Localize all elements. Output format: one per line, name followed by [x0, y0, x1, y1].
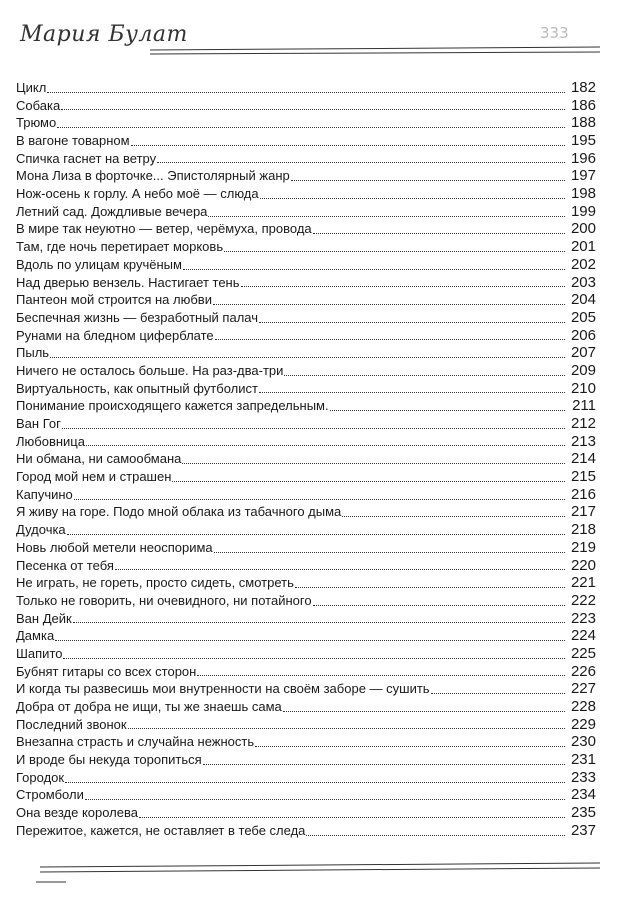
- toc-entry-title: Рунами на бледном циферблате: [16, 327, 214, 343]
- toc-entry: [16, 539, 596, 557]
- toc-entry-page: 209: [570, 361, 596, 379]
- toc-entry-title: Трюмо: [16, 115, 57, 131]
- toc-entry: [16, 698, 596, 716]
- page-header: [0, 0, 624, 80]
- toc-entry: [16, 97, 596, 115]
- toc-entry-page: 229: [570, 715, 596, 733]
- toc-dot-leader: [313, 605, 565, 606]
- toc-entry: [16, 716, 596, 734]
- toc-entry-page: 234: [570, 786, 596, 804]
- toc-dot-leader: [260, 198, 565, 199]
- toc-entry: [16, 486, 596, 504]
- toc-entry-page: 215: [570, 468, 596, 486]
- toc-entry-page: 186: [570, 96, 596, 114]
- toc-entry-title: Любовница: [16, 433, 85, 449]
- toc-entry-title: Шапито: [16, 645, 63, 661]
- toc-dot-leader: [62, 428, 565, 429]
- toc-dot-leader: [330, 410, 565, 411]
- toc-entry-page: 207: [570, 344, 596, 362]
- toc-dot-leader: [215, 339, 565, 340]
- toc-entry-title: Капучино: [16, 486, 73, 502]
- toc-entry-page: 227: [570, 680, 596, 698]
- toc-entry-title: Над дверью вензель. Настигает тень: [16, 274, 240, 290]
- toc-entry-page: 224: [570, 627, 596, 645]
- toc-entry-page: 221: [570, 574, 596, 592]
- toc-entry-page: 206: [570, 326, 596, 344]
- toc-dot-leader: [61, 109, 565, 110]
- toc-entry-page: 211: [572, 397, 596, 415]
- toc-entry-title: Не играть, не гореть, просто сидеть, смотреть: [16, 575, 294, 591]
- toc-entry-title: Только не говорить, ни очевидного, ни потайного: [16, 592, 312, 608]
- toc-entry-title: Последний звонок: [16, 716, 127, 732]
- toc-dot-leader: [50, 357, 565, 358]
- toc-entry-title: Внезапна страсть и случайна нежность: [16, 734, 255, 750]
- toc-entry: [16, 274, 596, 292]
- toc-entry-page: 195: [570, 132, 596, 150]
- toc-entry-page: 197: [570, 167, 596, 185]
- toc-dot-leader: [65, 782, 565, 783]
- toc-entry-page: 217: [570, 503, 596, 521]
- toc-entry-page: 237: [570, 821, 596, 839]
- toc-entry-title: Там, где ночь перетирает морковь: [16, 239, 224, 255]
- toc-dot-leader: [255, 746, 565, 747]
- toc-entry-page: 203: [570, 273, 596, 291]
- toc-dot-leader: [128, 728, 565, 729]
- toc-entry-title: Нож-осень к горлу. А небо моё — слюда: [16, 186, 259, 202]
- toc-entry: [16, 557, 596, 575]
- toc-entry-title: Пыль: [16, 345, 50, 361]
- toc-entry: [16, 238, 596, 256]
- toc-entry-title: Мона Лиза в форточке... Эпистолярный жанр: [16, 168, 290, 184]
- toc-entry-title: И вроде бы некуда торопиться: [16, 752, 202, 768]
- toc-entry-page: 233: [570, 768, 596, 786]
- toc-entry: [16, 787, 596, 805]
- toc-entry-title: Летний сад. Дождливые вечера: [16, 203, 208, 219]
- toc-entry-page: 199: [570, 202, 596, 220]
- toc-dot-leader: [203, 764, 565, 765]
- toc-entry: [16, 344, 596, 362]
- toc-dot-leader: [283, 711, 565, 712]
- toc-dot-leader: [313, 233, 565, 234]
- toc-dot-leader: [306, 835, 565, 836]
- toc-entry-title: Беспечная жизнь — безработный палач: [16, 309, 259, 325]
- toc-dot-leader: [241, 286, 566, 287]
- toc-entry-page: 216: [570, 485, 596, 503]
- toc-entry: [16, 256, 596, 274]
- toc-entry-title: Городок: [16, 769, 65, 785]
- toc-entry: [16, 291, 596, 309]
- toc-entry-page: 205: [570, 308, 596, 326]
- toc-entry: [16, 645, 596, 663]
- toc-entry-title: Новь любой метели неоспорима: [16, 539, 213, 555]
- toc-entry-page: 188: [570, 114, 596, 132]
- toc-dot-leader: [214, 552, 565, 553]
- toc-entry-title: Ван Дейк: [16, 610, 72, 626]
- toc-entry-title: Собака: [16, 97, 61, 113]
- toc-entry-page: 225: [570, 644, 596, 662]
- toc-dot-leader: [431, 693, 565, 694]
- toc-entry-title: Бубнят гитары со всех сторон: [16, 663, 197, 679]
- toc-entry-page: 230: [570, 733, 596, 751]
- toc-entry-page: 220: [570, 556, 596, 574]
- toc-dot-leader: [63, 658, 565, 659]
- toc-entry: [16, 415, 596, 433]
- toc-dot-leader: [47, 92, 565, 93]
- toc-entry: [16, 132, 596, 150]
- toc-dot-leader: [73, 622, 565, 623]
- toc-entry-title: Виртуальность, как опытный футболист: [16, 380, 258, 396]
- toc-entry: [16, 79, 596, 97]
- table-of-contents: [16, 79, 596, 840]
- toc-entry: [16, 221, 596, 239]
- toc-entry: [16, 397, 596, 415]
- toc-entry-title: Ни обмана, ни самообмана: [16, 451, 182, 467]
- toc-entry-page: 218: [570, 521, 596, 539]
- toc-entry-page: 235: [570, 804, 596, 822]
- toc-entry: [16, 592, 596, 610]
- toc-dot-leader: [67, 534, 565, 535]
- toc-dot-leader: [55, 640, 565, 641]
- toc-entry-title: Цикл: [16, 79, 47, 95]
- toc-entry: [16, 521, 596, 539]
- toc-dot-leader: [208, 216, 565, 217]
- toc-entry: [16, 663, 596, 681]
- header-rule: [0, 38, 600, 58]
- toc-entry-page: 212: [570, 415, 596, 433]
- toc-entry-title: Добра от добра не ищи, ты же знаешь сама: [16, 699, 282, 715]
- author-name: Мария Булат: [20, 22, 188, 47]
- toc-entry: [16, 362, 596, 380]
- toc-entry-title: Ван Гог: [16, 416, 61, 432]
- page-number: 333: [540, 24, 569, 42]
- toc-entry: [16, 804, 596, 822]
- toc-entry-title: Песенка от тебя: [16, 557, 114, 573]
- toc-entry-title: Я живу на горе. Подо мной облака из табачного дыма: [16, 504, 342, 520]
- toc-entry-page: 231: [570, 751, 596, 769]
- toc-entry-title: Пережитое, кажется, не оставляет в тебе следа: [16, 822, 306, 838]
- toc-entry-title: Пантеон мой строится на любви: [16, 292, 212, 308]
- toc-entry: [16, 433, 596, 451]
- toc-entry-page: 214: [570, 450, 596, 468]
- toc-dot-leader: [157, 162, 565, 163]
- toc-entry-page: 202: [570, 255, 596, 273]
- toc-entry-title: В вагоне товарном: [16, 133, 130, 149]
- toc-entry: [16, 769, 596, 787]
- toc-entry: [16, 680, 596, 698]
- toc-entry: [16, 203, 596, 221]
- toc-entry-page: 196: [570, 149, 596, 167]
- toc-entry: [16, 733, 596, 751]
- toc-entry-title: И когда ты развесишь мои внутренности на своём заборе — сушить: [16, 681, 430, 697]
- toc-entry-title: Дамка: [16, 628, 55, 644]
- toc-entry-page: 201: [570, 238, 596, 256]
- toc-entry-page: 200: [570, 220, 596, 238]
- toc-entry: [16, 627, 596, 645]
- toc-entry-title: Вдоль по улицам кручёным: [16, 256, 182, 272]
- toc-entry: [16, 504, 596, 522]
- toc-entry-page: 226: [570, 662, 596, 680]
- toc-dot-leader: [259, 392, 565, 393]
- toc-dot-leader: [57, 127, 565, 128]
- toc-entry: [16, 114, 596, 132]
- toc-entry-title: В мире так неуютно — ветер, черёмуха, провода: [16, 221, 312, 237]
- toc-entry-page: 222: [570, 591, 596, 609]
- toc-dot-leader: [139, 817, 565, 818]
- toc-entry: [16, 380, 596, 398]
- toc-dot-leader: [342, 516, 565, 517]
- toc-entry: [16, 574, 596, 592]
- toc-dot-leader: [295, 587, 565, 588]
- toc-entry-page: 228: [570, 698, 596, 716]
- toc-dot-leader: [131, 145, 565, 146]
- toc-entry: [16, 822, 596, 840]
- toc-entry-page: 204: [570, 291, 596, 309]
- toc-entry-page: 213: [570, 432, 596, 450]
- toc-entry-page: 219: [570, 538, 596, 556]
- toc-entry-title: Она везде королева: [16, 805, 138, 821]
- toc-dot-leader: [86, 445, 565, 446]
- toc-entry: [16, 610, 596, 628]
- toc-entry-title: Дудочка: [16, 522, 66, 538]
- toc-dot-leader: [284, 375, 565, 376]
- toc-entry: [16, 309, 596, 327]
- page-footer: [0, 855, 624, 900]
- toc-entry-page: 182: [570, 78, 596, 96]
- toc-entry-title: Понимание происходящего кажется запредельным.: [16, 398, 329, 414]
- toc-entry: [16, 450, 596, 468]
- toc-entry: [16, 167, 596, 185]
- toc-entry-title: Стромболи: [16, 787, 84, 803]
- toc-dot-leader: [183, 269, 565, 270]
- toc-entry-title: Спичка гаснет на ветру: [16, 150, 157, 166]
- toc-entry: [16, 751, 596, 769]
- toc-dot-leader: [115, 569, 565, 570]
- toc-dot-leader: [182, 463, 565, 464]
- toc-dot-leader: [291, 180, 565, 181]
- toc-dot-leader: [213, 304, 565, 305]
- toc-dot-leader: [197, 675, 565, 676]
- toc-entry-page: 210: [570, 379, 596, 397]
- toc-entry: [16, 185, 596, 203]
- toc-dot-leader: [172, 481, 565, 482]
- toc-dot-leader: [224, 251, 565, 252]
- toc-dot-leader: [259, 322, 565, 323]
- toc-entry-title: Ничего не осталось больше. На раз-два-три: [16, 362, 284, 378]
- toc-dot-leader: [74, 499, 565, 500]
- toc-dot-leader: [85, 799, 565, 800]
- toc-entry-title: Город мой нем и страшен: [16, 469, 172, 485]
- footer-rule: [0, 855, 624, 900]
- toc-entry-page: 223: [570, 609, 596, 627]
- toc-entry: [16, 468, 596, 486]
- toc-entry: [16, 327, 596, 345]
- toc-entry-page: 198: [570, 185, 596, 203]
- toc-entry: [16, 150, 596, 168]
